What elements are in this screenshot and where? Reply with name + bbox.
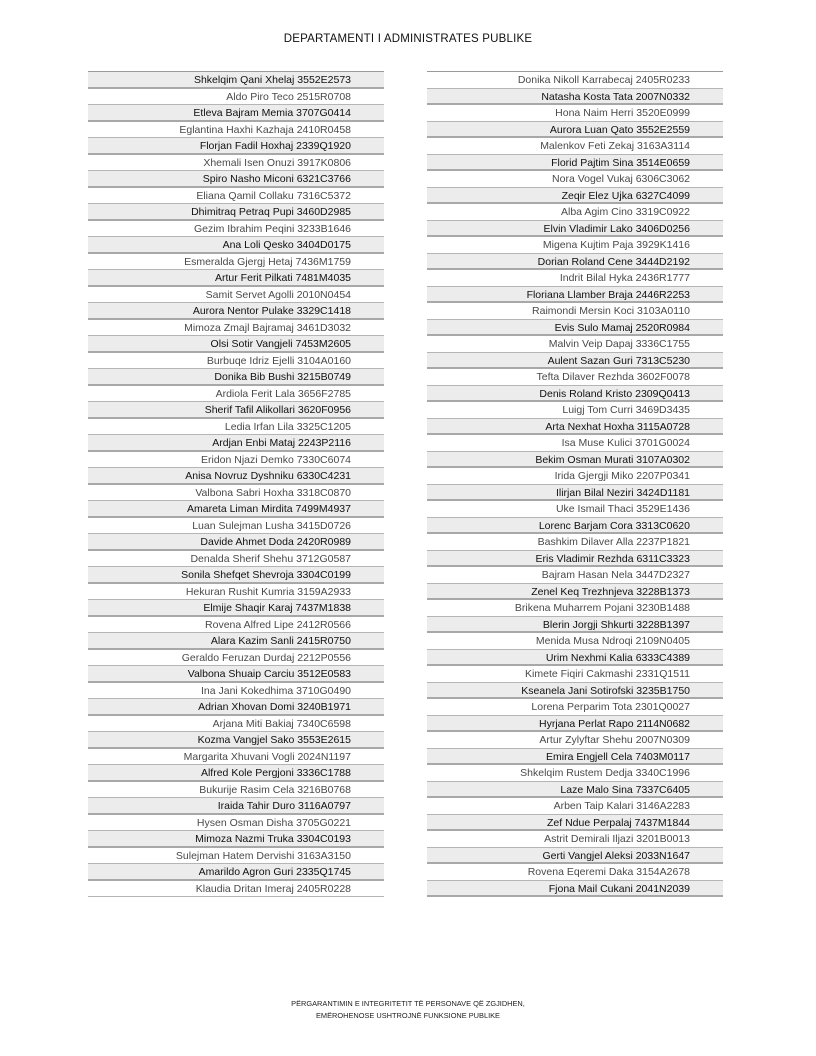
list-item: Alfred Kole Pergjoni 3336C1788 — [88, 765, 384, 782]
list-item: Xhemali Isen Onuzi 3917K0806 — [88, 155, 384, 172]
list-item: Iraida Tahir Duro 3116A0797 — [88, 798, 384, 815]
list-item: Artur Zylyftar Shehu 2007N0309 — [427, 732, 723, 749]
list-item: Valbona Sabri Hoxha 3318C0870 — [88, 485, 384, 502]
list-item: Artur Ferit Pilkati 7481M4035 — [88, 270, 384, 287]
page-footer — [0, 998, 816, 1022]
list-item: Nora Vogel Vukaj 6306C3062 — [427, 171, 723, 188]
list-item: Emira Engjell Cela 7403M0117 — [427, 749, 723, 766]
list-item: Tefta Dilaver Rezhda 3602F0078 — [427, 369, 723, 386]
list-item: Florjan Fadil Hoxhaj 2339Q1920 — [88, 138, 384, 155]
list-item: Klaudia Dritan Imeraj 2405R0228 — [88, 881, 384, 898]
list-item: Gerti Vangjel Aleksi 2033N1647 — [427, 848, 723, 865]
list-item: Bukurije Rasim Cela 3216B0768 — [88, 782, 384, 799]
list-item: Ana Loli Qesko 3404D0175 — [88, 237, 384, 254]
list-item: Olsi Sotir Vangjeli 7453M2605 — [88, 336, 384, 353]
list-item: Aldo Piro Teco 2515R0708 — [88, 89, 384, 106]
list-item: Astrit Demirali Iljazi 3201B0013 — [427, 831, 723, 848]
footer-line-2: EMËROHENOSE USHTROJNË FUNKSIONE PUBLIKE — [316, 1011, 500, 1020]
list-item: Isa Muse Kulici 3701G0024 — [427, 435, 723, 452]
list-item: Malenkov Feti Zekaj 3163A3114 — [427, 138, 723, 155]
list-item: Geraldo Feruzan Durdaj 2212P0556 — [88, 650, 384, 667]
list-item: Floriana Llamber Braja 2446R2253 — [427, 287, 723, 304]
list-item: Uke Ismail Thaci 3529E1436 — [427, 501, 723, 518]
list-item: Zef Ndue Perpalaj 7437M1844 — [427, 815, 723, 832]
list-item: Lorena Perparim Tota 2301Q0027 — [427, 699, 723, 716]
list-item: Samit Servet Agolli 2010N0454 — [88, 287, 384, 304]
list-item: Amareta Liman Mirdita 7499M4937 — [88, 501, 384, 518]
list-item: Ilirjan Bilal Neziri 3424D1181 — [427, 485, 723, 502]
list-item: Esmeralda Gjergj Hetaj 7436M1759 — [88, 254, 384, 271]
list-item: Hona Naim Herri 3520E0999 — [427, 105, 723, 122]
list-item: Dhimitraq Petraq Pupi 3460D2985 — [88, 204, 384, 221]
list-item: Donika Bib Bushi 3215B0749 — [88, 369, 384, 386]
list-item: Laze Malo Sina 7337C6405 — [427, 782, 723, 799]
list-item: Raimondi Mersin Koci 3103A0110 — [427, 303, 723, 320]
list-item: Sherif Tafil Alikollari 3620F0956 — [88, 402, 384, 419]
list-item: Natasha Kosta Tata 2007N0332 — [427, 89, 723, 106]
list-item: Aurora Nentor Pulake 3329C1418 — [88, 303, 384, 320]
list-item: Sonila Shefqet Shevroja 3304C0199 — [88, 567, 384, 584]
list-item: Bekim Osman Murati 3107A0302 — [427, 452, 723, 469]
list-item: Arben Taip Kalari 3146A2283 — [427, 798, 723, 815]
list-item: Gezim Ibrahim Peqini 3233B1646 — [88, 221, 384, 238]
list-item: Aulent Sazan Guri 7313C5230 — [427, 353, 723, 370]
left-name-list — [88, 71, 384, 897]
list-item: Kimete Fiqiri Cakmashi 2331Q1511 — [427, 666, 723, 683]
list-item: Kozma Vangjel Sako 3553E2615 — [88, 732, 384, 749]
list-item: Alara Kazim Sanli 2415R0750 — [88, 633, 384, 650]
list-item: Mimoza Nazmi Truka 3304C0193 — [88, 831, 384, 848]
list-item: Eris Vladimir Rezhda 6311C3323 — [427, 551, 723, 568]
list-item: Arjana Miti Bakiaj 7340C6598 — [88, 716, 384, 733]
list-item: Elvin Vladimir Lako 3406D0256 — [427, 221, 723, 238]
list-item: Kseanela Jani Sotirofski 3235B1750 — [427, 683, 723, 700]
list-item: Eliana Qamil Collaku 7316C5372 — [88, 188, 384, 205]
list-item: Urim Nexhmi Kalia 6333C4389 — [427, 650, 723, 667]
list-item: Denis Roland Kristo 2309Q0413 — [427, 386, 723, 403]
list-item: Ina Jani Kokedhima 3710G0490 — [88, 683, 384, 700]
list-item: Evis Sulo Mamaj 2520R0984 — [427, 320, 723, 337]
list-item: Davide Ahmet Doda 2420R0989 — [88, 534, 384, 551]
list-item: Eglantina Haxhi Kazhaja 2410R0458 — [88, 122, 384, 139]
list-item: Zenel Keq Trezhnjeva 3228B1373 — [427, 584, 723, 601]
list-item: Etleva Bajram Memia 3707G0414 — [88, 105, 384, 122]
list-item: Mimoza Zmajl Bajramaj 3461D3032 — [88, 320, 384, 337]
list-item: Blerin Jorgji Shkurti 3228B1397 — [427, 617, 723, 634]
list-item: Hekuran Rushit Kumria 3159A2933 — [88, 584, 384, 601]
list-item: Menida Musa Ndroqi 2109N0405 — [427, 633, 723, 650]
list-item: Ardjan Enbi Mataj 2243P2116 — [88, 435, 384, 452]
list-item: Ledia Irfan Lila 3325C1205 — [88, 419, 384, 436]
list-item: Ardiola Ferit Lala 3656F2785 — [88, 386, 384, 403]
page-title: DEPARTAMENTI I ADMINISTRATES PUBLIKE — [283, 33, 533, 45]
list-item: Malvin Veip Dapaj 3336C1755 — [427, 336, 723, 353]
list-item: Bashkim Dilaver Alla 2237P1821 — [427, 534, 723, 551]
right-name-list — [427, 71, 723, 897]
list-item: Florid Pajtim Sina 3514E0659 — [427, 155, 723, 172]
list-item: Spiro Nasho Miconi 6321C3766 — [88, 171, 384, 188]
list-item: Migena Kujtim Paja 3929K1416 — [427, 237, 723, 254]
list-item: Aurora Luan Qato 3552E2559 — [427, 122, 723, 139]
list-item: Anisa Novruz Dyshniku 6330C4231 — [88, 468, 384, 485]
list-item: Hyrjana Perlat Rapo 2114N0682 — [427, 716, 723, 733]
list-item: Rovena Alfred Lipe 2412R0566 — [88, 617, 384, 634]
list-item: Rovena Eqeremi Daka 3154A2678 — [427, 864, 723, 881]
list-item: Lorenc Barjam Cora 3313C0620 — [427, 518, 723, 535]
list-item: Denalda Sherif Shehu 3712G0587 — [88, 551, 384, 568]
list-item: Shkelqim Rustem Dedja 3340C1996 — [427, 765, 723, 782]
list-item: Shkelqim Qani Xhelaj 3552E2573 — [88, 72, 384, 89]
footer-line-1: PËRGARANTIMIN E INTEGRITETIT TË PERSONAVE QË ZGJIDHEN, — [291, 999, 525, 1008]
list-item: Burbuqe Idriz Ejelli 3104A0160 — [88, 353, 384, 370]
list-item: Alba Agim Cino 3319C0922 — [427, 204, 723, 221]
list-item: Adrian Xhovan Domi 3240B1971 — [88, 699, 384, 716]
list-item: Donika Nikoll Karrabecaj 2405R0233 — [427, 72, 723, 89]
list-item: Arta Nexhat Hoxha 3115A0728 — [427, 419, 723, 436]
list-item: Elmije Shaqir Karaj 7437M1838 — [88, 600, 384, 617]
list-item: Bajram Hasan Nela 3447D2327 — [427, 567, 723, 584]
list-item: Eridon Njazi Demko 7330C6074 — [88, 452, 384, 469]
list-item: Amarildo Agron Guri 2335Q1745 — [88, 864, 384, 881]
list-item: Zeqir Elez Ujka 6327C4099 — [427, 188, 723, 205]
list-item: Fjona Mail Cukani 2041N2039 — [427, 881, 723, 898]
list-item: Hysen Osman Disha 3705G0221 — [88, 815, 384, 832]
list-item: Indrit Bilal Hyka 2436R1777 — [427, 270, 723, 287]
list-item: Margarita Xhuvani Vogli 2024N1197 — [88, 749, 384, 766]
list-item: Brikena Muharrem Pojani 3230B1488 — [427, 600, 723, 617]
list-item: Luan Sulejman Lusha 3415D0726 — [88, 518, 384, 535]
list-item: Dorian Roland Cene 3444D2192 — [427, 254, 723, 271]
list-item: Luigj Tom Curri 3469D3435 — [427, 402, 723, 419]
list-item: Sulejman Hatem Dervishi 3163A3150 — [88, 848, 384, 865]
list-item: Irida Gjergji Miko 2207P0341 — [427, 468, 723, 485]
list-item: Valbona Shuaip Carciu 3512E0583 — [88, 666, 384, 683]
